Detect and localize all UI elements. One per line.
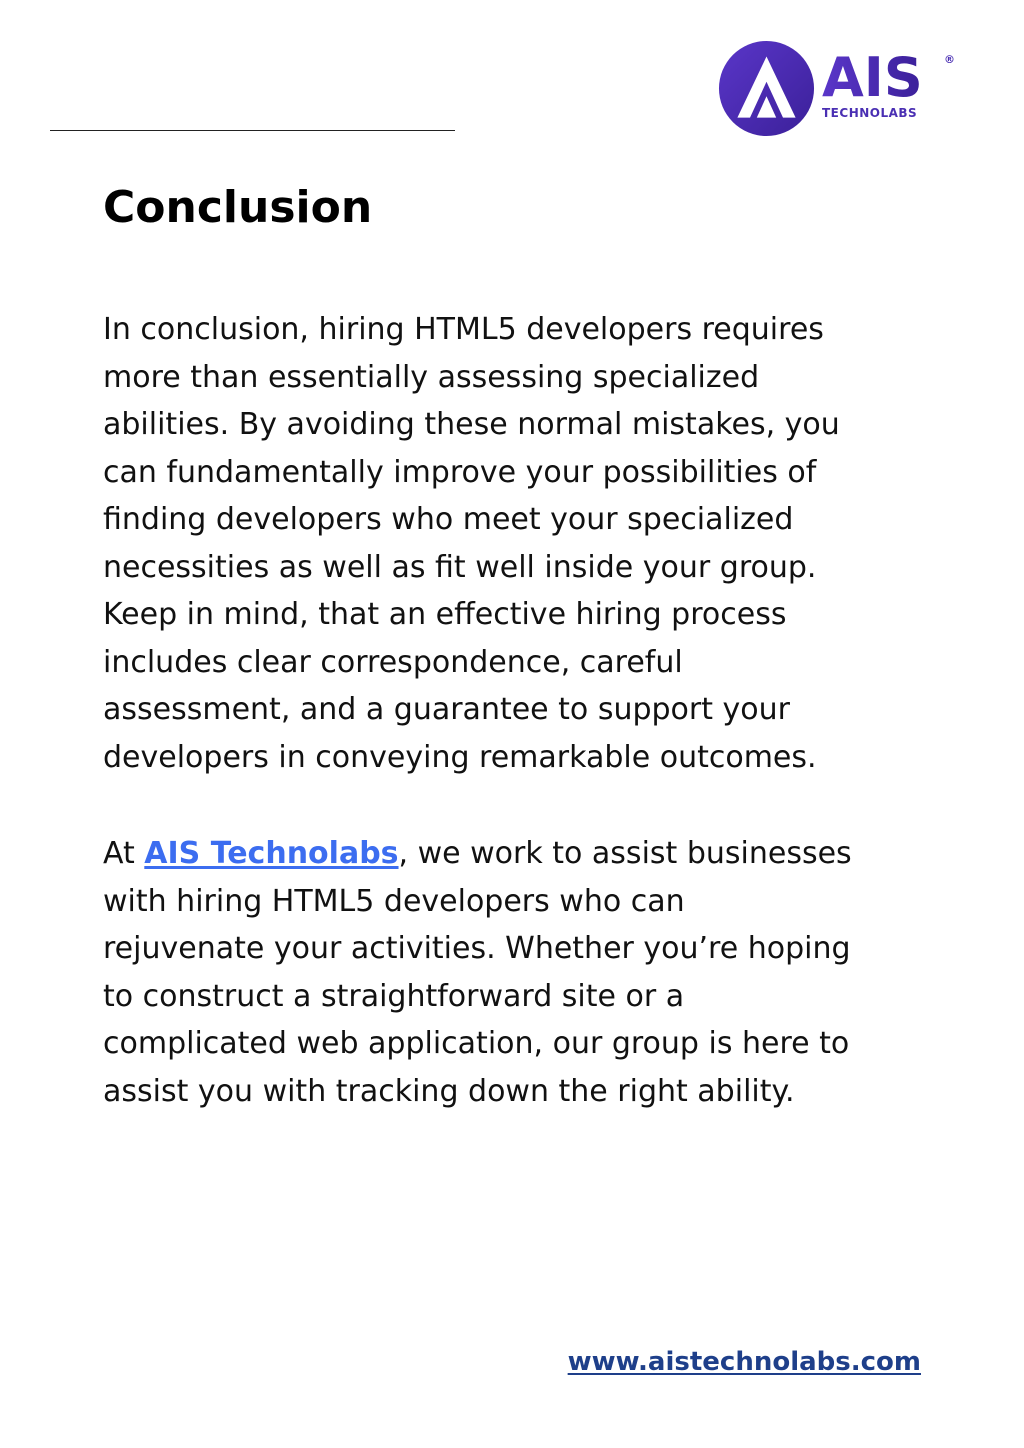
paragraph-line: more than essentially assessing specialized	[103, 359, 760, 395]
logo-a-icon	[718, 40, 815, 137]
paragraph-line: includes clear correspondence, careful	[103, 644, 683, 680]
company-paragraph	[103, 830, 943, 1115]
page-title: Conclusion	[103, 182, 373, 233]
footer-website-link[interactable]: www.aistechnolabs.com	[567, 1347, 921, 1377]
paragraph-line: Keep in mind, that an effective hiring process	[103, 597, 787, 632]
paragraph-line: can fundamentally improve your possibilities of	[103, 454, 817, 490]
paragraph-line: assessment, and a guarantee to support your	[103, 692, 790, 727]
paragraph-line: In conclusion, hiring HTML5 developers requires	[103, 312, 824, 347]
company-logo	[718, 40, 963, 140]
paragraph-line: rejuvenate your activities. Whether you’re hoping	[103, 931, 851, 966]
line-suffix: , we work to assist businesses	[398, 836, 852, 871]
paragraph-line: developers in conveying remarkable outcomes.	[103, 739, 817, 775]
paragraph-line: finding developers who meet your specialized	[103, 502, 794, 537]
paragraph-line	[103, 830, 943, 878]
logo-wordmark	[822, 48, 947, 106]
paragraph-line: abilities. By avoiding these normal mistakes, you	[103, 407, 840, 442]
paragraph-line: necessities as well as fit well inside your group.	[103, 549, 817, 585]
conclusion-paragraph	[103, 306, 943, 781]
paragraph-line: complicated web application, our group is here to	[103, 1026, 850, 1061]
paragraph-line: assist you with tracking down the right ability.	[103, 1073, 795, 1109]
logo-subtitle: TECHNOLABS	[822, 106, 918, 120]
paragraph-line: to construct a straightforward site or a	[103, 978, 685, 1014]
registered-mark: ®	[944, 53, 955, 66]
ais-technolabs-link[interactable]: AIS Technolabs	[144, 836, 399, 871]
paragraph-line: with hiring HTML5 developers who can	[103, 883, 685, 919]
logo-name: AIS	[822, 48, 923, 106]
header-divider	[50, 130, 455, 131]
line-prefix: At	[103, 836, 145, 871]
